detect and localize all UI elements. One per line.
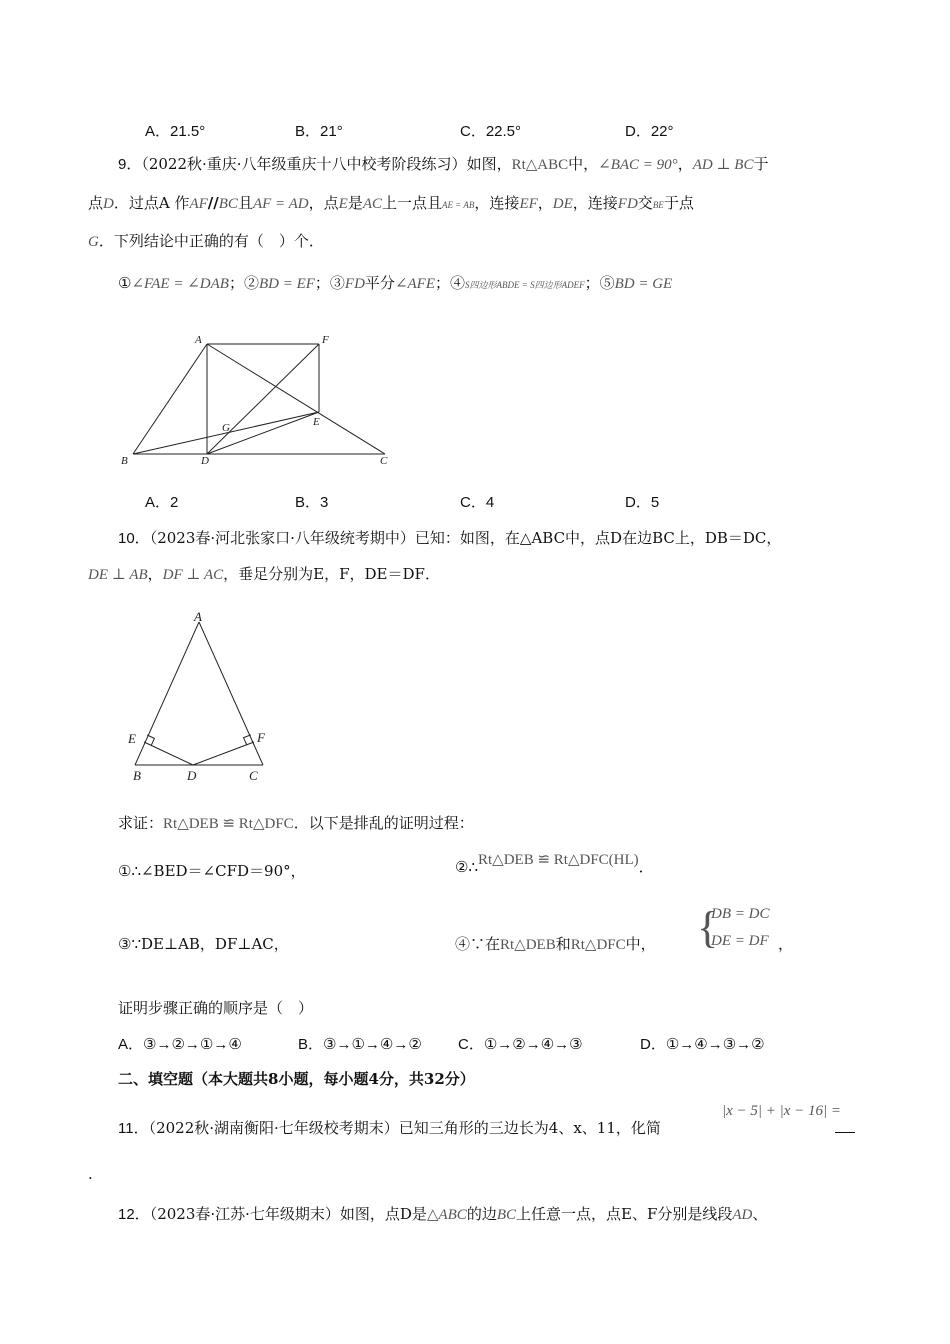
label-f: F — [257, 730, 265, 745]
q10-line2: DE ⊥ AB，DF ⊥ AC，垂足分别为E，F，DE＝DF． — [88, 565, 440, 583]
q9-option-d: D．5 — [625, 494, 660, 511]
q10-system-eq1: DB = DC — [711, 906, 770, 922]
label-f: F — [322, 334, 329, 346]
q8-option-b: B．21° — [295, 123, 343, 140]
label-e: E — [128, 731, 136, 746]
label-c: C — [380, 455, 388, 467]
label-b: B — [121, 455, 128, 467]
q8-option-d: D．22° — [625, 123, 674, 140]
label-d: D — [187, 768, 197, 783]
q11-expression: |x − 5| + |x − 16| = — [722, 1103, 842, 1119]
q10-step-1: ①∴∠BED＝∠CFD＝90°， — [118, 862, 306, 880]
label-b: B — [133, 768, 141, 783]
q11-end: . — [88, 1165, 93, 1183]
q10-option-a: A．③→②→①→④ — [118, 1036, 242, 1053]
q8-option-a: A．21.5° — [145, 123, 206, 140]
label-e: E — [313, 416, 320, 428]
seg-ab — [133, 344, 207, 454]
q11-line: 11．（2022秋·湖南衡阳·七年级校考期末）已知三角形的三边长为4、x、11，化简 — [118, 1119, 661, 1137]
q10-option-c: C．①→②→④→③ — [458, 1036, 583, 1053]
q9-line3: G．下列结论中正确的有（ ）个． — [88, 232, 324, 250]
q12-line: 12．（2023春·江苏·七年级期末）如图，点D是△ABC的边BC上任意一点，点E、F分别是线段AD、 — [118, 1205, 768, 1223]
label-g: G — [222, 422, 230, 434]
q10-step-3: ③∵DE⊥AB，DF⊥AC， — [118, 935, 289, 953]
seg-ab — [135, 622, 199, 765]
seg-fd — [207, 344, 319, 454]
q10-system-comma: ， — [778, 935, 794, 953]
section-title: 二、填空题（本大题共8小题，每小题4分，共32分） — [118, 1070, 475, 1088]
q12-source: （2023春·江苏·七年级期末） — [149, 1205, 340, 1223]
q9-conclusions: ①∠FAE = ∠DAB；②BD = EF；③FD平分∠AFE；④S四边形ABDE = S四边形ADEF；⑤BD = GE — [118, 274, 673, 292]
q11-source: （2022秋·湖南衡阳·七年级校考期末） — [148, 1119, 399, 1137]
q9-line2: 点D．过点A 作AF//BC且AF = AD，点E是AC上一点且AE = AB，连接EF，DE，连接FD交BE于点 — [88, 194, 694, 212]
label-a: A — [195, 334, 202, 346]
label-a: A — [194, 610, 202, 624]
seg-ac — [199, 622, 263, 765]
q9-source: （2022秋·重庆·八年级重庆十八中校考阶段练习） — [141, 155, 467, 173]
q11-blank — [835, 1131, 855, 1133]
label-d: D — [201, 455, 209, 467]
q10-step-2: ②∴Rt△DEB ≌ Rt△DFC(HL)． — [455, 852, 654, 876]
q9-number: 9． — [118, 156, 142, 173]
q8-option-c: C．22.5° — [460, 123, 522, 140]
q9-option-b: B．3 — [295, 494, 329, 511]
q9-option-c: C．4 — [460, 494, 495, 511]
q10-ask: 证明步骤正确的顺序是（ ） — [118, 999, 314, 1017]
q10-figure — [125, 610, 285, 790]
q11-number: 11． — [118, 1120, 149, 1137]
q10-option-b: B．③→①→④→② — [298, 1036, 422, 1053]
q9-figure — [115, 330, 405, 470]
q10-option-d: D．①→④→③→② — [640, 1036, 765, 1053]
seg-df — [193, 742, 254, 765]
q10-source: （2023春·河北张家口·八年级统考期中） — [149, 529, 415, 547]
q10-system-eq2: DE = DF — [711, 933, 769, 949]
q10-prove: 求证：Rt△DEB ≌ Rt△DFC．以下是排乱的证明过程： — [118, 814, 474, 832]
q9-line1: 9．（2022秋·重庆·八年级重庆十八中校考阶段练习）如图，Rt△ABC中，∠BAC = 90°，AD ⊥ BC于 — [118, 155, 769, 173]
q10-step-4: ④∵在Rt△DEB和Rt△DFC中， — [455, 935, 656, 953]
q12-number: 12． — [118, 1206, 150, 1223]
q10-line1: 10．（2023春·河北张家口·八年级统考期中）已知：如图，在△ABC中，点D在边BC上，DB＝DC， — [118, 529, 782, 547]
label-c: C — [249, 768, 258, 783]
q10-system-brace: { — [697, 903, 719, 952]
q10-number: 10． — [118, 530, 150, 547]
q9-option-a: A．2 — [145, 494, 179, 511]
seg-ac — [207, 344, 385, 454]
